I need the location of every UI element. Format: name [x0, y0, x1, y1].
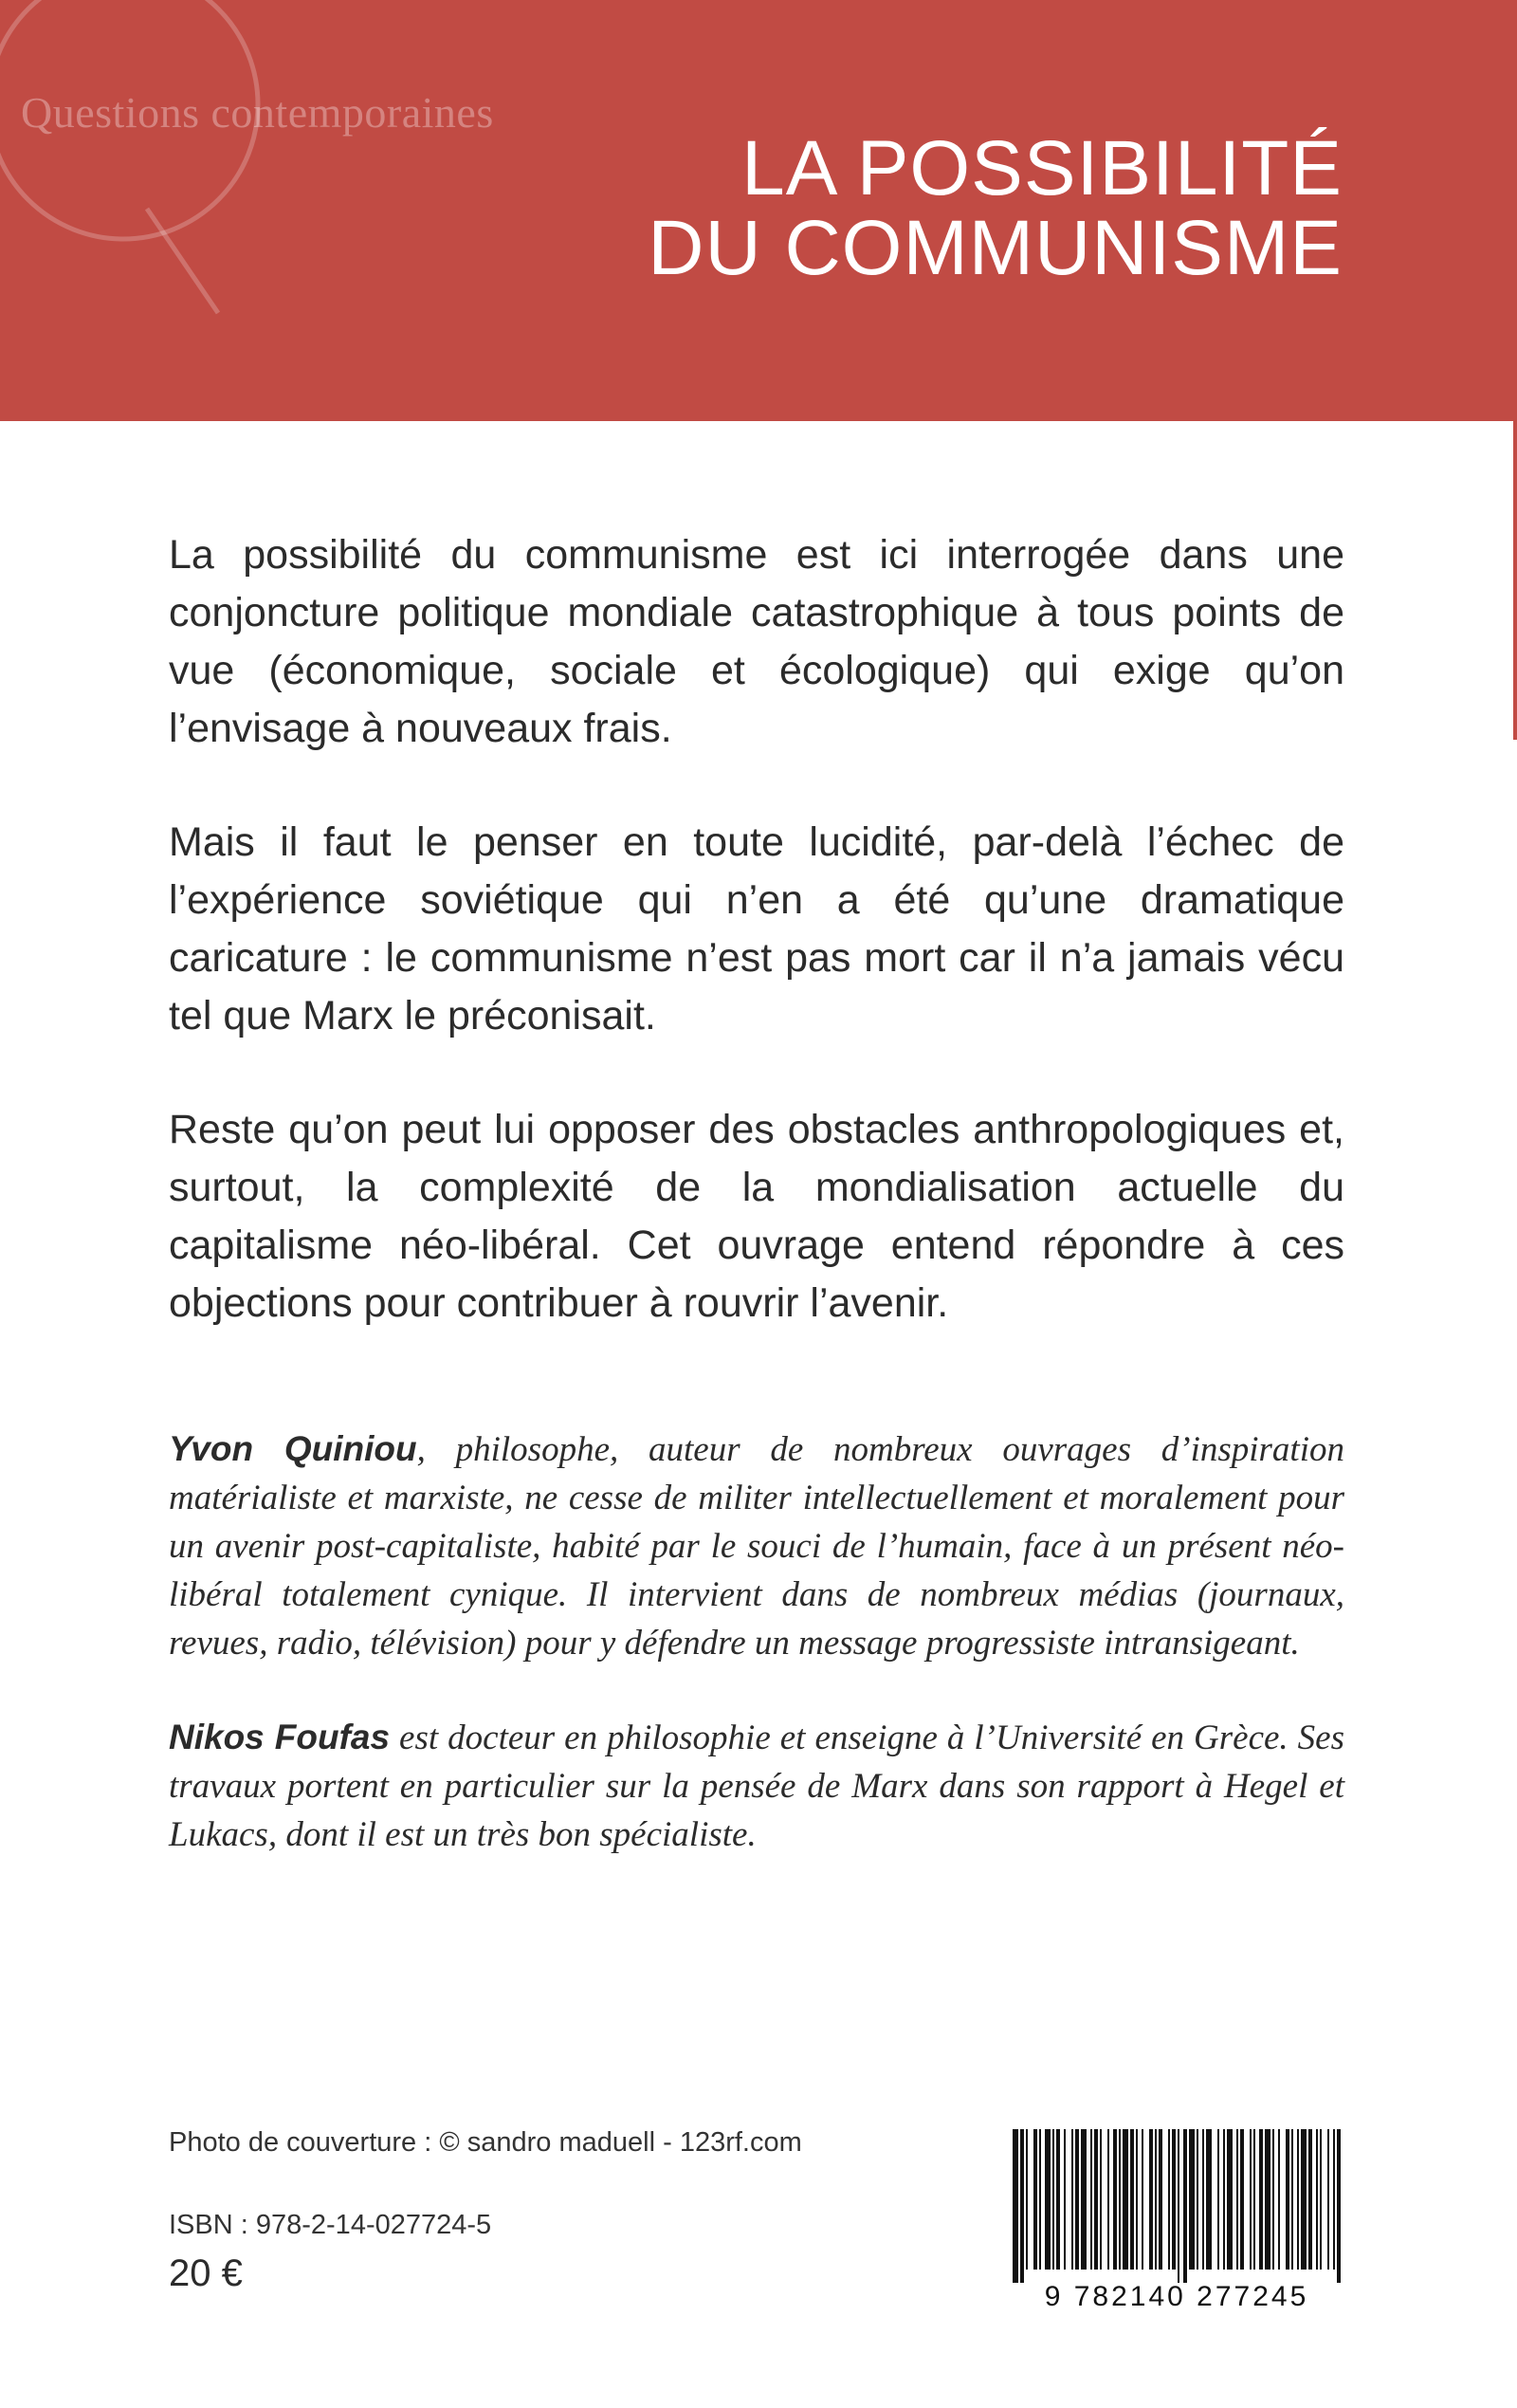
barcode-bar: [1172, 2129, 1176, 2270]
price: 20 €: [169, 2252, 243, 2294]
author-bio-2: [169, 1713, 1344, 1859]
barcode-bar: [1081, 2129, 1087, 2270]
title-line-1: LA POSSIBILITÉ: [741, 125, 1343, 211]
barcode-bar: [1178, 2129, 1179, 2283]
barcode-bar: [1113, 2129, 1117, 2270]
barcode-bar: [1327, 2129, 1329, 2270]
barcode-bar: [1333, 2129, 1335, 2270]
barcode-bar: [1259, 2129, 1263, 2270]
author-name-2: Nikos Foufas: [169, 1718, 391, 1756]
barcode-bar: [1206, 2129, 1212, 2270]
barcode: [1007, 2129, 1346, 2309]
barcode-bar: [1316, 2129, 1318, 2270]
barcode-bar: [1107, 2129, 1109, 2270]
q-logo-icon: [0, 0, 284, 322]
barcode-bar: [1045, 2129, 1051, 2270]
blurb-paragraph-3: Reste qu’on peut lui opposer des obstacles anthropologiques et, surtout, la complexité de la mondialisation actuelle du capitalisme néo-libéral. Cet ouvrage entend répondre à ces objections pour contribuer à rouvrir l’avenir.: [169, 1107, 1344, 1326]
barcode-bar: [1100, 2129, 1102, 2270]
barcode-bar: [1075, 2129, 1079, 2270]
author-bio-1: [169, 1425, 1344, 1667]
barcode-bar: [1301, 2129, 1307, 2270]
barcode-bar: [1291, 2129, 1293, 2270]
barcode-bar: [1090, 2129, 1092, 2270]
barcode-bar: [1253, 2129, 1255, 2270]
barcode-bar: [1026, 2129, 1028, 2270]
barcode-bar: [1155, 2129, 1157, 2270]
barcode-bar: [1013, 2129, 1018, 2283]
blurb-paragraph-2: Mais il faut le penser en toute lucidité, par-delà l’échec de l’expérience soviétique qui n’en a été qu’une dramatique caricature : le communisme n’est pas mort car il n’a jamais vécu tel que Marx le préconisait.: [169, 819, 1344, 1039]
barcode-bar: [1236, 2129, 1238, 2270]
barcode-bar: [1142, 2129, 1143, 2270]
barcode-bar: [1202, 2129, 1204, 2270]
book-title: [648, 125, 1343, 291]
barcode-bar: [1223, 2129, 1225, 2270]
barcode-bar: [1272, 2129, 1274, 2270]
barcode-bar: [1168, 2129, 1170, 2270]
barcode-bar: [1217, 2129, 1219, 2270]
cover-header: [0, 0, 1517, 421]
barcode-bar: [1197, 2129, 1198, 2270]
barcode-bar: [1183, 2129, 1187, 2283]
barcode-bar: [1159, 2129, 1162, 2270]
barcode-bar: [1071, 2129, 1073, 2270]
barcode-bar: [1033, 2129, 1037, 2270]
barcode-bar: [1052, 2129, 1054, 2270]
author-bio-2-text: est docteur en philosophie et enseigne à l’Université en Grèce. Ses travaux portent en particulier sur la pensée de Marx dans son rapport à Hegel et Lukacs, dont il est un très bon spécialiste.: [169, 1719, 1344, 1854]
blurb: [169, 526, 1344, 1388]
barcode-digits: 9 782140 277245: [1044, 2281, 1309, 2309]
barcode-bar: [1240, 2129, 1244, 2270]
spine-edge: [1513, 421, 1517, 740]
series-name: Questions contemporaines: [21, 88, 494, 137]
author-bios: [169, 1425, 1344, 1904]
barcode-bar: [1119, 2129, 1121, 2270]
blurb-paragraph-1: La possibilité du communisme est ici interrogée dans une conjoncture politique mondiale catastrophique à tous points de vue (économique, sociale et écologique) qui exige qu’on l’envisage à nouveaux frais.: [169, 532, 1344, 751]
barcode-bar: [1286, 2129, 1289, 2270]
barcode-bar: [1056, 2129, 1060, 2270]
barcode-bar: [1308, 2129, 1312, 2270]
photo-credit: Photo de couverture : © sandro maduell - 123rf.com: [169, 2127, 802, 2158]
barcode-bar: [1130, 2129, 1134, 2270]
barcode-bar: [1094, 2129, 1098, 2270]
isbn: ISBN : 978-2-14-027724-5: [169, 2210, 492, 2240]
barcode-bar: [1337, 2129, 1341, 2283]
barcode-bar: [1149, 2129, 1153, 2270]
barcode-bar: [1320, 2129, 1322, 2270]
barcode-bar: [1136, 2129, 1138, 2270]
barcode-bar: [1278, 2129, 1280, 2270]
barcode-bar: [1039, 2129, 1041, 2270]
title-line-2: DU COMMUNISME: [648, 205, 1343, 291]
barcode-bar: [1227, 2129, 1233, 2270]
author-name-1: Yvon Quiniou: [169, 1429, 417, 1468]
barcode-bar: [1250, 2129, 1252, 2270]
barcode-bar: [1297, 2129, 1299, 2270]
barcode-bar: [1020, 2129, 1024, 2283]
barcode-bar: [1064, 2129, 1066, 2270]
barcode-bar: [1265, 2129, 1270, 2270]
barcode-bar: [1123, 2129, 1128, 2270]
barcode-bar: [1189, 2129, 1195, 2270]
author-bio-1-text: , philosophe, auteur de nombreux ouvrages d’inspiration matérialiste et marxiste, ne cesse de militer intellectuellement et moralement pour un avenir post-capitaliste, habité par le souci de l’humain, face à un présent néo-libéral totalement cynique. Il intervient dans de nombreux médias (journaux, revues, radio, télévision) pour y défendre un message progressiste intransigeant.: [169, 1430, 1344, 1663]
